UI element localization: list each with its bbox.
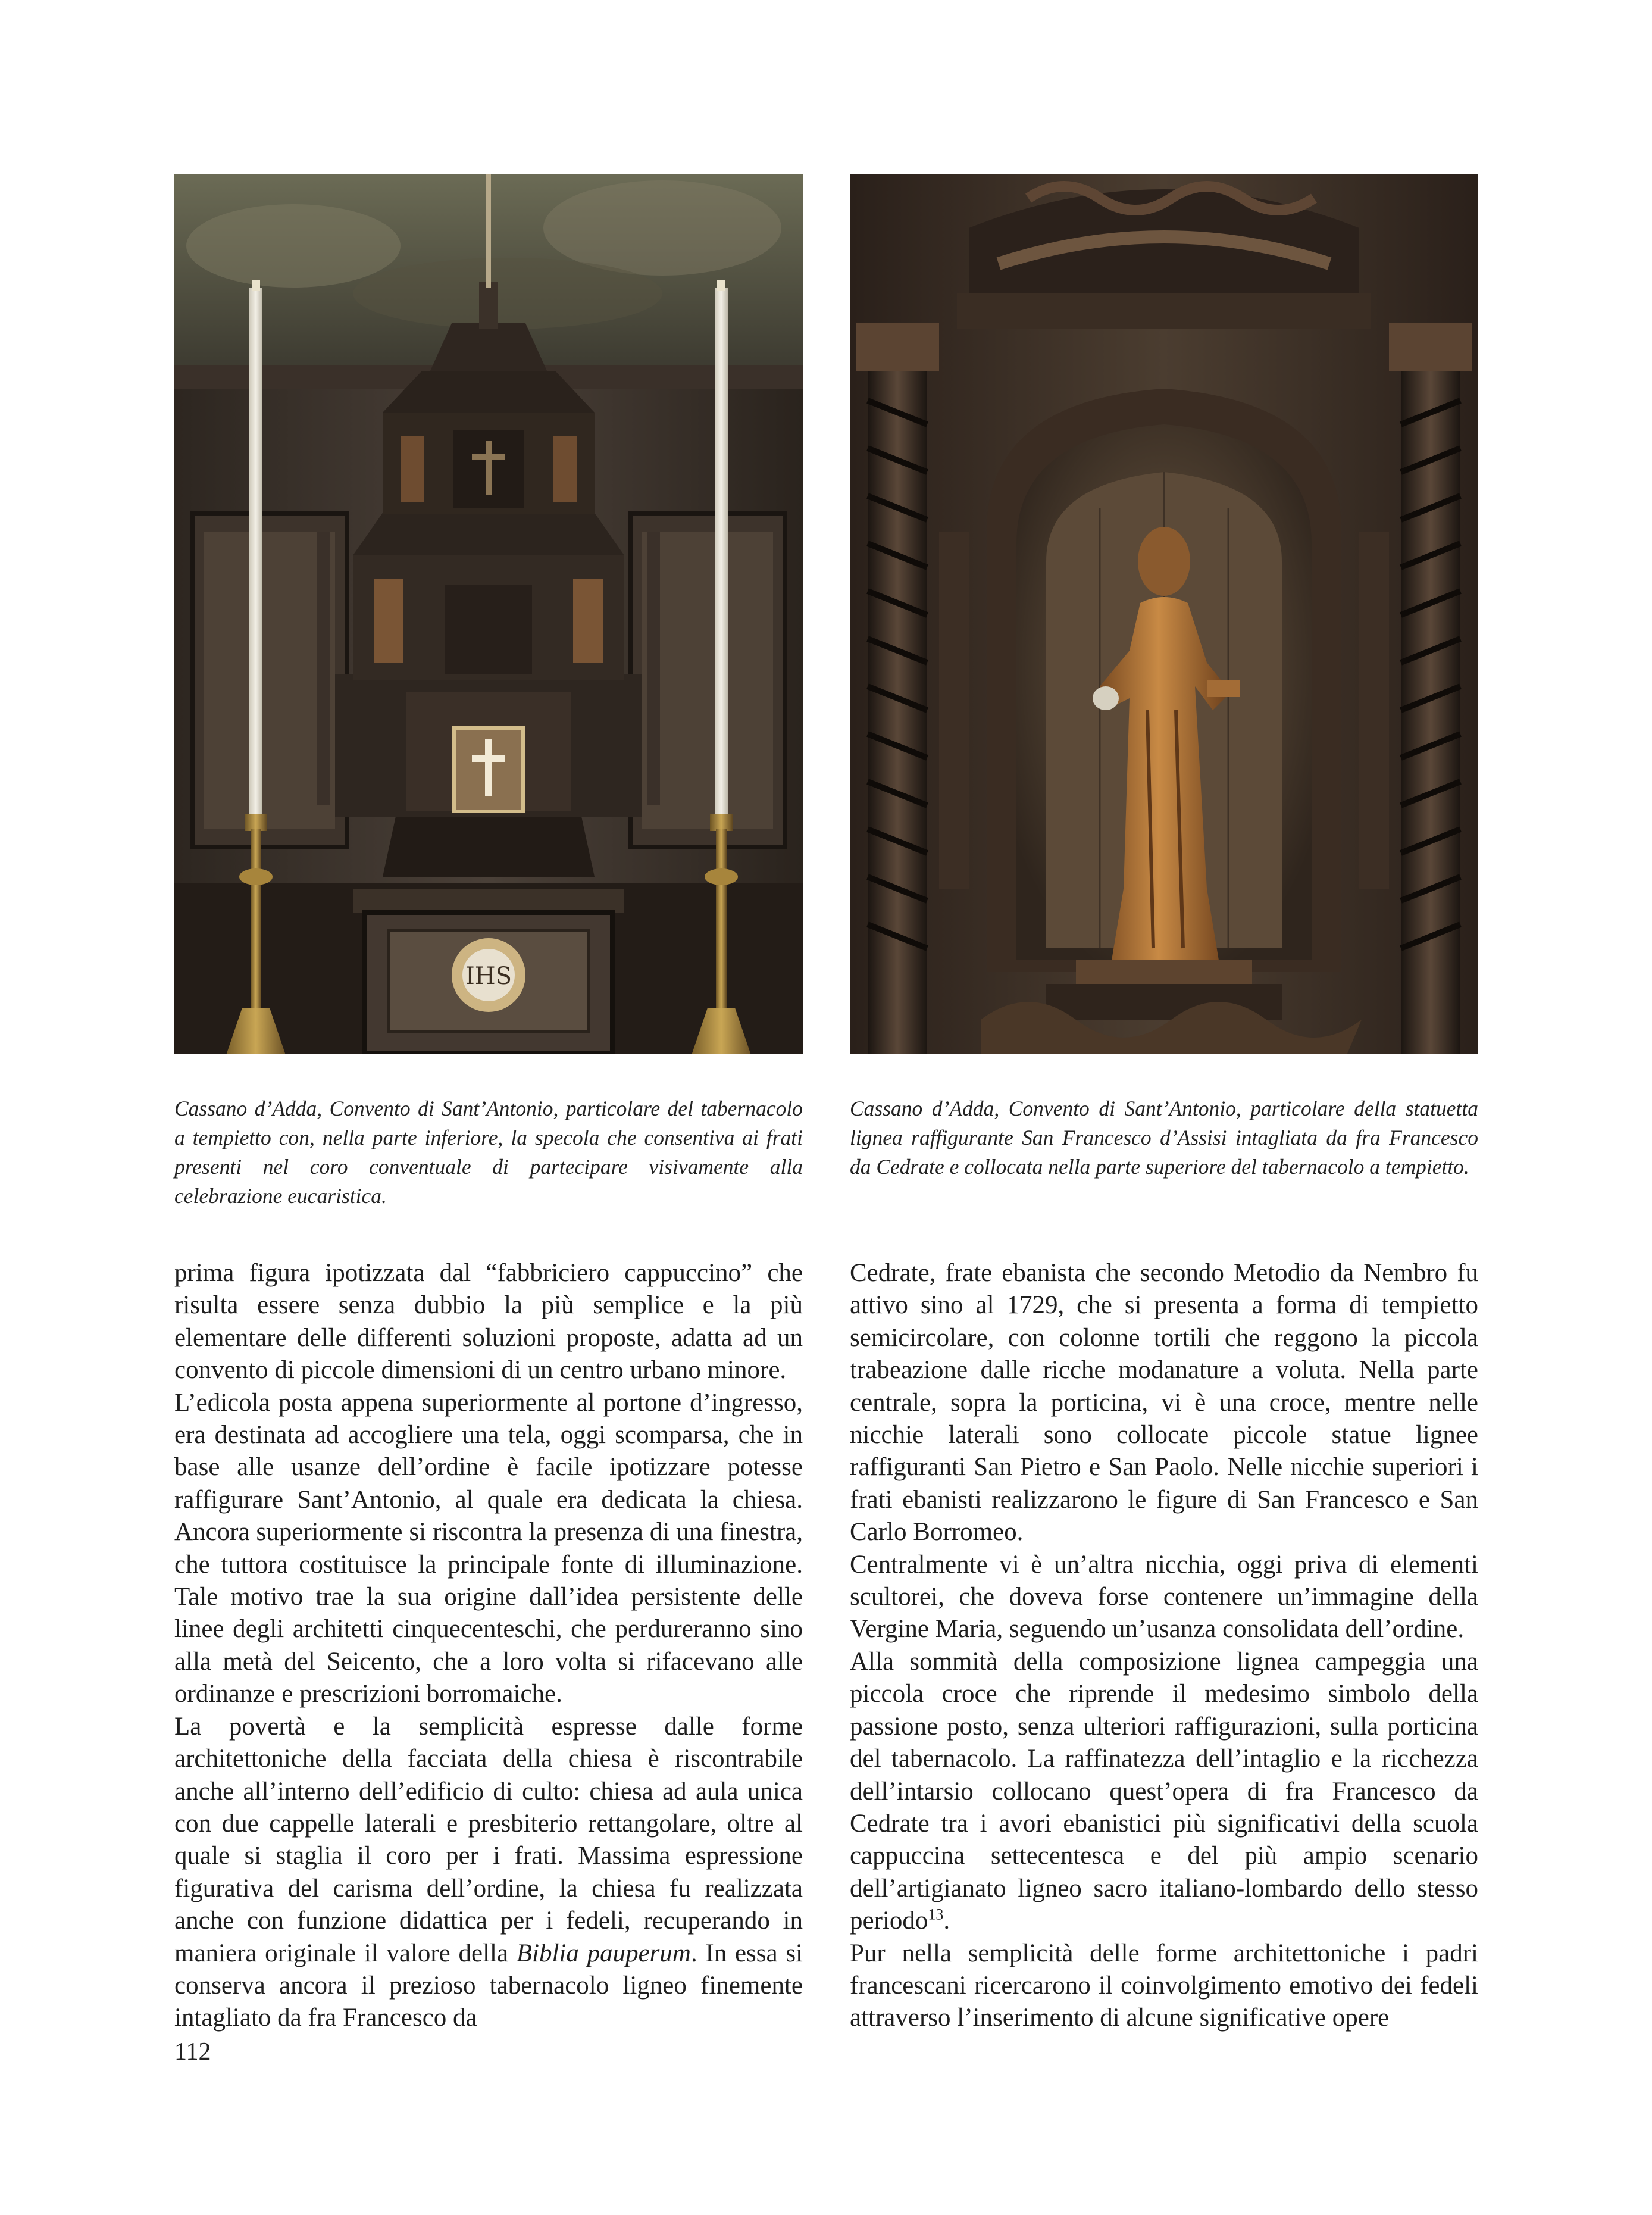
paragraph: L’edicola posta appena superiormente al portone d’ingresso, era destinata ad accogliere una tela, oggi scomparsa, che in base alle usanze dell’ordine è facile ipotizzare potesse raffigurare Sant’Antonio, al quale era dedicata la chiesa. Ancora superiormente si riscontra la presenza di una finestra, che tuttora costituisce la principale fonte di illuminazione. Tale motivo trae la sua origine dall’idea persistente delle linee degli architetti cinquecenteschi, che perdureranno sino alla metà del Seicento, che a loro volta si rifacevano alle ordinanze e prescrizioni borromaiche. (174, 1388, 803, 1708)
paragraph: prima figura ipotizzata dal “fabbriciero cappuccino” che risulta essere senza dubbio la più semplice e la più elementare delle differenti soluzioni proposte, adatta ad un convento di piccole dimensioni di un centro urbano minore. (174, 1259, 803, 1385)
paragraph (850, 1646, 1478, 1938)
paragraph: Pur nella semplicità delle forme architettoniche i padri francescani ricercarono il coinvolgimento emotivo dei fedeli attraverso l’inserimento di alcune significative opere (850, 1939, 1478, 2032)
italic-term: Biblia pauperum (516, 1939, 691, 1967)
page-number: 112 (174, 2038, 211, 2066)
paragraph-text: . In essa si conserva ancora il prezioso tabernacolo ligneo finemente intagliato da fra Francesco da (174, 1939, 803, 2032)
paragraph (174, 1711, 803, 2035)
footnote-reference[interactable]: 13 (928, 1905, 944, 1923)
paragraph-text: La povertà e la semplicità espresse dalle forme architettoniche della facciata della chiesa è riscontrabile anche all’interno dell’edificio di culto: chiesa ad aula unica con due cappelle laterali e presbiterio rettangolare, oltre al quale si staglia il coro per i frati. Massima espressione figurativa del carisma dell’ordine, la chiesa fu realizzata anche con funzione didattica per i fedeli, recuperando in maniera originale il valore della (174, 1712, 803, 1967)
figure-caption-left: Cassano d’Adda, Convento di Sant’Antonio, particolare del tabernacolo a tempietto con, nella parte inferiore, la specola che consentiva ai frati presenti nel coro conventuale di partecipare visivamente alla celebrazione eucaristica. (174, 1096, 803, 1208)
statue-photo (850, 174, 1478, 1054)
tabernacle-photo (174, 174, 803, 1054)
paragraph: Cedrate, frate ebanista che secondo Metodio da Nembro fu attivo sino al 1729, che si presenta a forma di tempietto semicircolare, con colonne tortili che reggono la piccola trabeazione dalle ricche modanature a voluta. Nella parte centrale, sopra la porticina, vi è una croce, mentre nelle nicchie laterali sono collocate piccole statue lignee raffiguranti San Pietro e San Paolo. Nelle nicchie superiori i frati ebanisti realizzarono le figure di San Francesco e San Carlo Borromeo. (850, 1259, 1478, 1547)
paragraph-text: . (943, 1907, 950, 1935)
svg-text:IHS: IHS (465, 963, 512, 990)
paragraph-text: Alla sommità della composizione lignea campeggia una piccola croce che riprende il medesimo simbolo della passione posto, senza ulteriori raffigurazioni, sulla porticina del tabernacolo. La raffinatezza dell’intaglio e la ricchezza dell’intarsio collocano quest’opera di fra Francesco da Cedrate tra i avori ebanistici più significativi della scuola cappuccina settecentesca e del più ampio scenario dell’artigianato ligneo sacro italiano-lombardo dello stesso periodo (850, 1647, 1478, 1935)
paragraph: Centralmente vi è un’altra nicchia, oggi priva di elementi scultorei, che doveva forse contenere un’immagine della Vergine Maria, seguendo un’usanza consolidata dell’ordine. (850, 1550, 1478, 1644)
body-column-right (850, 1257, 1478, 2035)
figure-caption-right: Cassano d’Adda, Convento di Sant’Antonio, particolare della statuetta lignea raffigurante San Francesco d’Assisi intagliata da fra Francesco da Cedrate e collocata nella parte superiore del tabernacolo a tempietto. (850, 1096, 1478, 1179)
body-column-left (174, 1257, 803, 2035)
